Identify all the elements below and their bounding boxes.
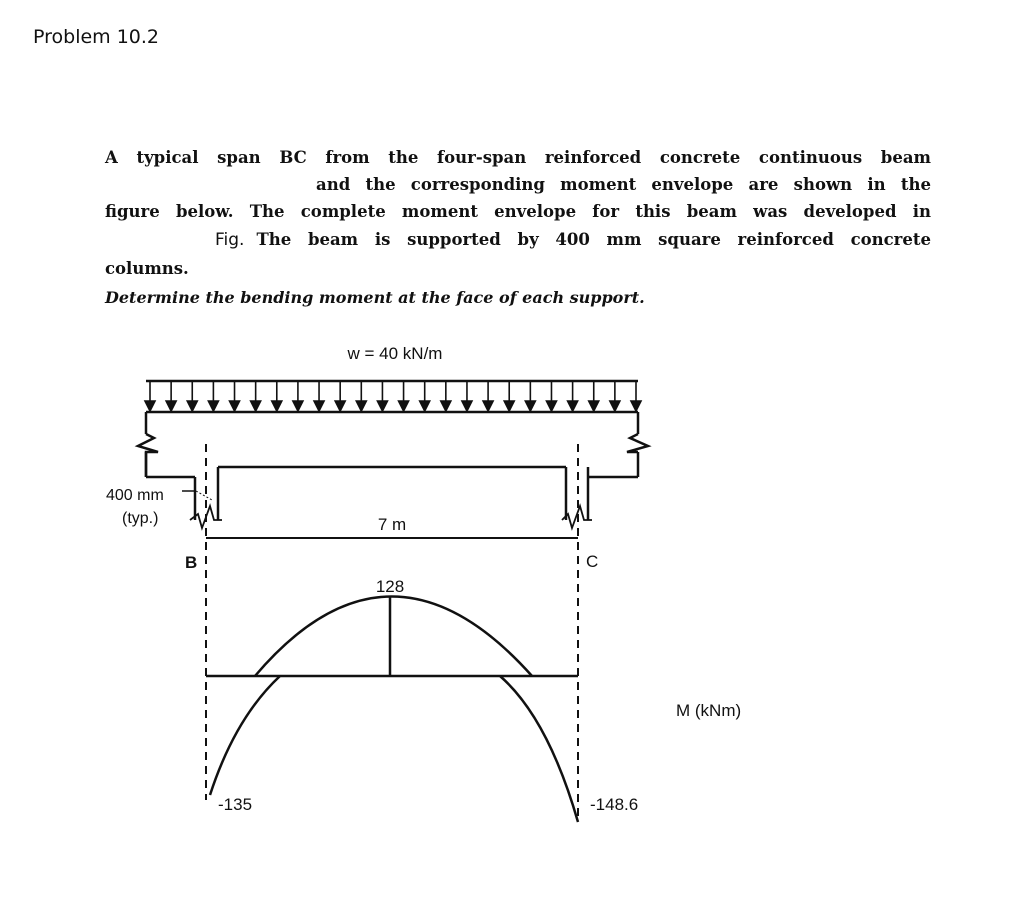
left-support-moment-label: -135 [218, 795, 253, 814]
span-label: 7 m [377, 515, 407, 534]
positive-moment-curve [255, 597, 532, 677]
statement-line-2: and the corresponding moment envelope are shown in the [316, 175, 931, 194]
load-arrow-head [272, 401, 282, 411]
moment-axis-label: M (kNm) [676, 701, 742, 720]
load-arrow-head [399, 401, 409, 411]
load-arrow-head [462, 401, 472, 411]
statement-line-1: A typical span BC from the four-span reinforced concrete continuous beam [105, 148, 931, 167]
load-arrow-head [377, 401, 387, 411]
support-label-c: C [586, 552, 599, 571]
positive-moment-label: 128 [375, 577, 405, 596]
load-arrow-head [356, 401, 366, 411]
statement-line-5: columns. [105, 259, 189, 278]
right-support-moment-label: -148.6 [590, 795, 639, 814]
load-arrow-head [610, 401, 620, 411]
column-size-dim [196, 491, 212, 500]
load-arrow-head [314, 401, 324, 411]
negative-moment-curve-right [500, 676, 578, 822]
moment-envelope [206, 597, 578, 823]
problem-title: Problem 10.2 [33, 26, 160, 48]
load-arrow-head [568, 401, 578, 411]
column-size-label: 400 mm [106, 487, 164, 504]
column-size-label-typ: (typ.) [122, 510, 159, 527]
load-arrow-head [187, 401, 197, 411]
negative-moment-curve-left [210, 676, 280, 795]
figure-reference: Fig. [215, 230, 245, 250]
load-arrow-head [589, 401, 599, 411]
load-arrow-head [208, 401, 218, 411]
statement-line-4-text: The beam is supported by 400 mm square reinforced concrete [256, 230, 931, 249]
load-arrow-head [145, 401, 155, 411]
load-arrow-head [631, 401, 641, 411]
load-arrow-head [483, 401, 493, 411]
load-arrows [145, 381, 641, 411]
load-label: w = 40 kN/m [347, 344, 443, 363]
load-arrow-head [166, 401, 176, 411]
load-arrow-head [441, 401, 451, 411]
beam [138, 412, 648, 520]
task-statement: Determine the bending moment at the face of each support. [105, 288, 645, 307]
load-arrow-head [230, 401, 240, 411]
statement-line-3: figure below. The complete moment envelope for this beam was developed in [105, 202, 931, 221]
load-arrow-head [335, 401, 345, 411]
load-arrow-head [251, 401, 261, 411]
load-arrow-head [525, 401, 535, 411]
load-arrow-head [293, 401, 303, 411]
load-arrow-head [504, 401, 514, 411]
support-label-b: B [185, 553, 198, 572]
load-arrow-head [420, 401, 430, 411]
load-arrow-head [546, 401, 556, 411]
